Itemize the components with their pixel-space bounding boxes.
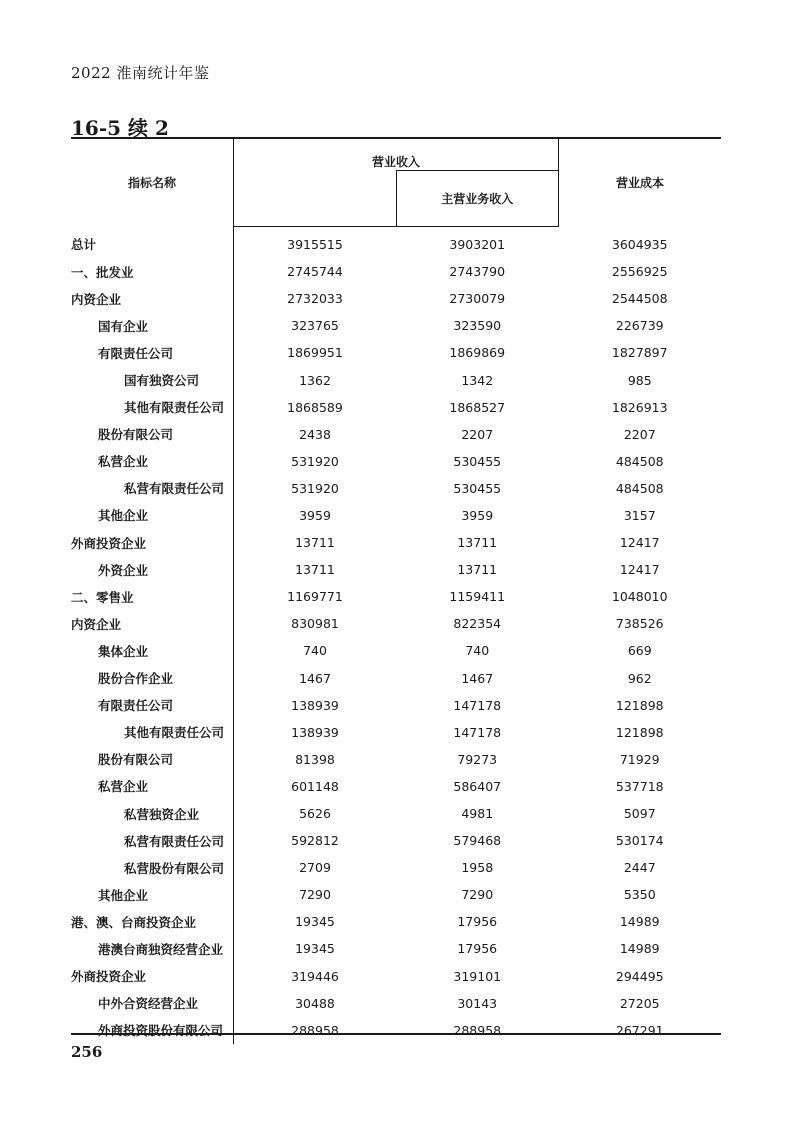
table-row — [71, 935, 721, 962]
row-name: 股份合作企业 — [98, 671, 174, 687]
row-name: 其他有限责任公司 — [124, 725, 225, 741]
row-cost: 962 — [627, 670, 652, 686]
table-row — [71, 448, 721, 475]
row-cost: 2556925 — [611, 264, 668, 280]
row-revenue: 2732033 — [234, 285, 397, 312]
row-revenue: 30488 — [234, 990, 397, 1017]
table-row — [71, 610, 721, 637]
row-main-revenue: 1467 — [461, 670, 494, 686]
row-cost: 484508 — [615, 453, 664, 469]
row-cost: 14989 — [619, 941, 660, 957]
row-name: 一、批发业 — [71, 264, 134, 280]
row-cost: 669 — [627, 643, 652, 659]
table-row — [71, 556, 721, 583]
table-row — [71, 312, 721, 339]
row-cost: 226739 — [615, 318, 664, 334]
row-main-revenue: 740 — [465, 643, 490, 659]
row-revenue: 319446 — [234, 963, 397, 990]
table-title: 16-5 续 2 — [71, 116, 169, 140]
row-name: 港、澳、台商投资企业 — [71, 914, 197, 930]
row-name: 私营有限责任公司 — [124, 481, 225, 497]
row-main-revenue: 13711 — [457, 535, 498, 551]
row-main-revenue: 17956 — [457, 914, 498, 930]
row-name: 总计 — [71, 237, 97, 253]
table-row — [71, 285, 721, 312]
row-revenue: 1868589 — [234, 394, 397, 421]
row-main-revenue: 586407 — [453, 778, 502, 794]
table-row — [71, 339, 721, 366]
table-row — [71, 637, 721, 664]
row-main-revenue: 2730079 — [449, 291, 506, 307]
row-name: 外商投资企业 — [71, 535, 147, 551]
table-row — [71, 773, 721, 800]
row-main-revenue: 147178 — [453, 697, 502, 713]
row-name: 外商投资股份有限公司 — [98, 1023, 224, 1039]
row-main-revenue: 822354 — [453, 616, 502, 632]
row-cost: 14989 — [619, 914, 660, 930]
row-main-revenue: 1958 — [461, 860, 494, 876]
row-cost: 2207 — [623, 426, 656, 442]
row-main-revenue: 2207 — [461, 426, 494, 442]
row-main-revenue: 30143 — [457, 995, 498, 1011]
row-revenue: 531920 — [234, 448, 397, 475]
row-cost: 27205 — [619, 995, 660, 1011]
row-revenue: 13711 — [234, 556, 397, 583]
row-revenue: 288958 — [234, 1017, 397, 1044]
row-cost: 71929 — [619, 751, 660, 767]
row-main-revenue: 17956 — [457, 941, 498, 957]
row-main-revenue: 1342 — [461, 372, 494, 388]
row-name: 有限责任公司 — [98, 345, 174, 361]
table-bottom-rule — [71, 1033, 721, 1035]
row-revenue: 138939 — [234, 692, 397, 719]
row-main-revenue: 319101 — [453, 968, 502, 984]
row-name: 外商投资企业 — [71, 969, 147, 985]
row-name: 港澳台商独资经营企业 — [98, 941, 224, 957]
row-revenue: 2745744 — [234, 258, 397, 285]
page-number: 256 — [71, 1043, 103, 1061]
table-row — [71, 583, 721, 610]
row-main-revenue: 323590 — [453, 318, 502, 334]
row-revenue: 19345 — [234, 908, 397, 935]
row-cost: 530174 — [615, 833, 664, 849]
row-name: 其他企业 — [98, 508, 149, 524]
table-row — [71, 827, 721, 854]
row-cost: 1827897 — [611, 345, 668, 361]
row-main-revenue: 3959 — [461, 507, 494, 523]
table-header — [71, 138, 721, 227]
row-name: 有限责任公司 — [98, 698, 174, 714]
row-revenue: 601148 — [234, 773, 397, 800]
row-main-revenue: 2743790 — [449, 264, 506, 280]
row-main-revenue: 147178 — [453, 724, 502, 740]
row-revenue: 3915515 — [234, 227, 397, 259]
row-name: 内资企业 — [71, 616, 122, 632]
table-row — [71, 990, 721, 1017]
table-row — [71, 475, 721, 502]
row-revenue: 81398 — [234, 746, 397, 773]
row-main-revenue: 7290 — [461, 887, 494, 903]
column-header-name: 指标名称 — [127, 176, 176, 191]
row-main-revenue: 530455 — [453, 480, 502, 496]
row-cost: 121898 — [615, 697, 664, 713]
row-revenue: 13711 — [234, 529, 397, 556]
row-cost: 1048010 — [611, 589, 668, 605]
table-row — [71, 1017, 721, 1044]
row-revenue: 138939 — [234, 719, 397, 746]
row-cost: 3604935 — [611, 236, 668, 252]
row-name: 私营股份有限公司 — [124, 860, 225, 876]
row-name: 内资企业 — [71, 291, 122, 307]
row-name: 中外合资经营企业 — [98, 996, 199, 1012]
row-cost: 738526 — [615, 616, 664, 632]
row-name: 其他企业 — [98, 887, 149, 903]
table-row — [71, 854, 721, 881]
row-name: 私营企业 — [98, 779, 149, 795]
row-revenue: 2438 — [234, 421, 397, 448]
row-name: 国有企业 — [98, 318, 149, 334]
row-name: 二、零售业 — [71, 589, 134, 605]
row-name: 股份有限公司 — [98, 752, 174, 768]
table-row — [71, 502, 721, 529]
table-row — [71, 665, 721, 692]
table-body — [71, 227, 721, 1044]
row-revenue: 5626 — [234, 800, 397, 827]
table-row — [71, 394, 721, 421]
row-revenue: 830981 — [234, 610, 397, 637]
column-header-main-revenue: 主营业务收入 — [396, 171, 559, 227]
running-head: 2022 淮南统计年鉴 — [71, 64, 210, 82]
row-revenue: 1169771 — [234, 583, 397, 610]
row-main-revenue: 3903201 — [449, 237, 506, 253]
table-row — [71, 908, 721, 935]
row-main-revenue: 1869869 — [449, 345, 506, 361]
row-name: 国有独资公司 — [124, 373, 200, 389]
row-revenue: 323765 — [234, 312, 397, 339]
row-revenue: 7290 — [234, 881, 397, 908]
row-cost: 121898 — [615, 724, 664, 740]
table-row — [71, 366, 721, 393]
row-cost: 267291 — [615, 1022, 664, 1038]
statistics-table — [71, 137, 721, 1044]
table-row — [71, 258, 721, 285]
row-cost: 537718 — [615, 778, 664, 794]
row-revenue: 531920 — [234, 475, 397, 502]
table-row — [71, 719, 721, 746]
row-cost: 5097 — [623, 806, 656, 822]
column-header-revenue-total — [234, 171, 397, 227]
row-revenue: 1869951 — [234, 339, 397, 366]
row-revenue: 1362 — [234, 366, 397, 393]
row-main-revenue: 288958 — [453, 1022, 502, 1038]
table-row — [71, 227, 721, 259]
row-main-revenue: 13711 — [457, 562, 498, 578]
row-cost: 2544508 — [611, 291, 668, 307]
statistics-table-container — [71, 137, 721, 1044]
row-main-revenue: 4981 — [461, 806, 494, 822]
row-cost: 484508 — [615, 480, 664, 496]
column-header-revenue-label: 营业收入 — [371, 155, 420, 169]
row-cost: 294495 — [615, 968, 664, 984]
row-main-revenue: 79273 — [457, 751, 498, 767]
row-cost: 12417 — [619, 562, 660, 578]
table-row — [71, 963, 721, 990]
row-main-revenue: 530455 — [453, 453, 502, 469]
row-name: 集体企业 — [98, 643, 149, 659]
row-cost: 5350 — [623, 887, 656, 903]
table-row — [71, 881, 721, 908]
row-main-revenue: 579468 — [453, 833, 502, 849]
row-name: 私营有限责任公司 — [124, 833, 225, 849]
row-cost: 3157 — [623, 507, 656, 523]
row-name: 股份有限公司 — [98, 427, 174, 443]
row-revenue: 2709 — [234, 854, 397, 881]
row-cost: 12417 — [619, 535, 660, 551]
row-revenue: 19345 — [234, 935, 397, 962]
row-cost: 2447 — [623, 860, 656, 876]
row-main-revenue: 1159411 — [449, 589, 506, 605]
row-revenue: 592812 — [234, 827, 397, 854]
row-revenue: 3959 — [234, 502, 397, 529]
table-row — [71, 746, 721, 773]
row-name: 私营企业 — [98, 454, 149, 470]
table-row — [71, 529, 721, 556]
table-row — [71, 800, 721, 827]
row-name: 私营独资企业 — [124, 806, 200, 822]
table-row — [71, 421, 721, 448]
row-name: 其他有限责任公司 — [124, 400, 225, 416]
table-row — [71, 692, 721, 719]
column-header-revenue — [234, 139, 559, 171]
row-name: 外资企业 — [98, 562, 149, 578]
column-header-cost: 营业成本 — [559, 139, 722, 227]
row-main-revenue: 1868527 — [449, 399, 506, 415]
row-revenue: 740 — [234, 637, 397, 664]
row-revenue: 1467 — [234, 665, 397, 692]
row-cost: 985 — [627, 372, 652, 388]
row-cost: 1826913 — [611, 399, 668, 415]
